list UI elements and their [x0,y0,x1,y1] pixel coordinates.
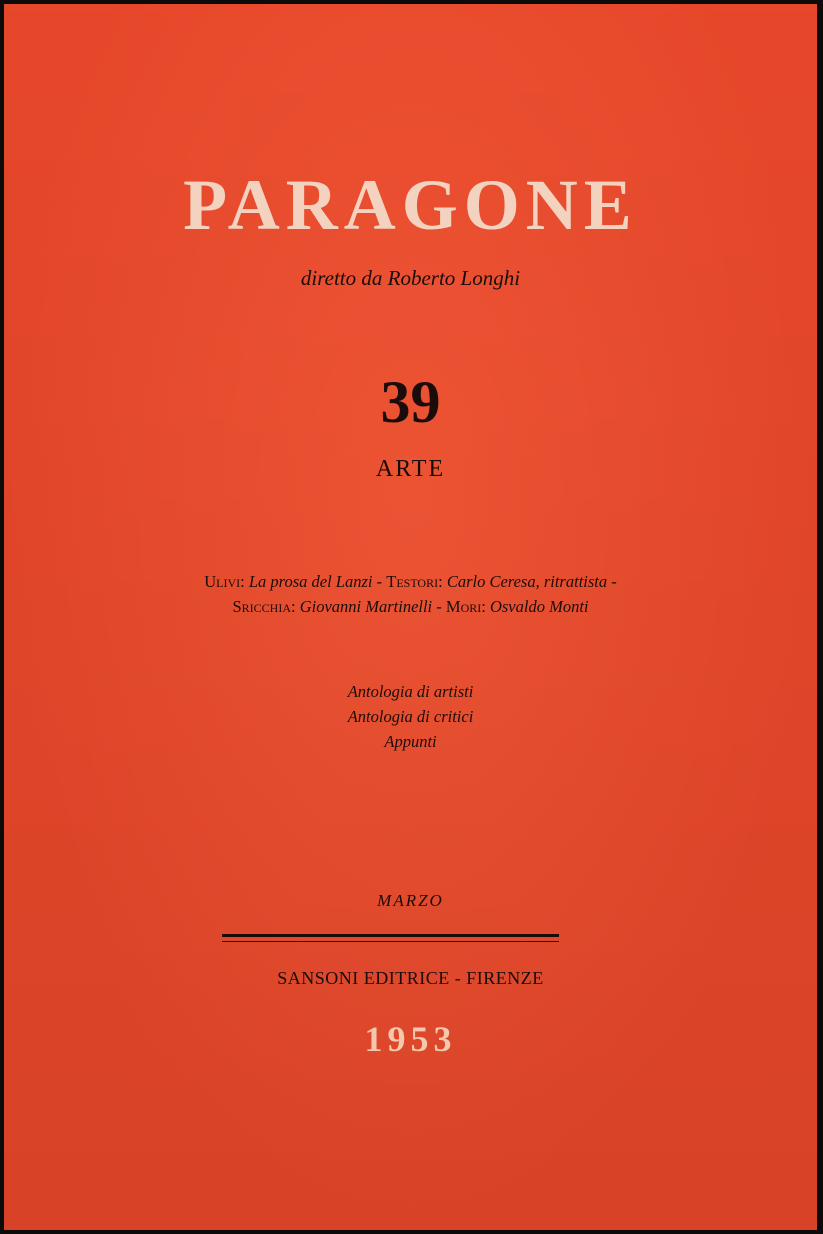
magazine-title: PARAGONE [183,165,638,245]
section-label: ARTE [375,456,446,482]
table-of-contents: Ulivi: La prosa del Lanzi - Testori: Carlo Ceresa, ritrattista - Sricchia: Giovanni Martinelli - Mori: Osvaldo Monti [204,572,617,616]
issue-month: MARZO [377,891,444,910]
magazine-cover [4,4,817,1230]
contents-title: Osvaldo Monti [489,597,589,616]
contents-author: Ulivi [204,572,241,591]
contents-title: Giovanni Martinelli [299,597,433,616]
regular-sections [4,679,817,754]
contents-author: Testori [386,572,439,591]
regular-section-item: Antologia di critici [347,707,474,726]
divider-rule-thin [222,941,559,942]
contents-author: Sricchia [232,597,291,616]
publication-year: 1953 [364,1019,457,1059]
contents-title: Carlo Ceresa, ritrattista [446,572,608,591]
contents-author: Mori [445,597,482,616]
editor-line: diretto da Roberto Longhi [300,266,521,290]
contents-title: La prosa del Lanzi [248,572,373,591]
issue-number: 39 [380,369,441,435]
publisher-line: SANSONI EDITRICE - FIRENZE [277,968,544,988]
regular-section-item: Appunti [384,732,437,751]
divider-rule-thick [222,934,559,937]
regular-section-item: Antologia di artisti [347,682,474,701]
